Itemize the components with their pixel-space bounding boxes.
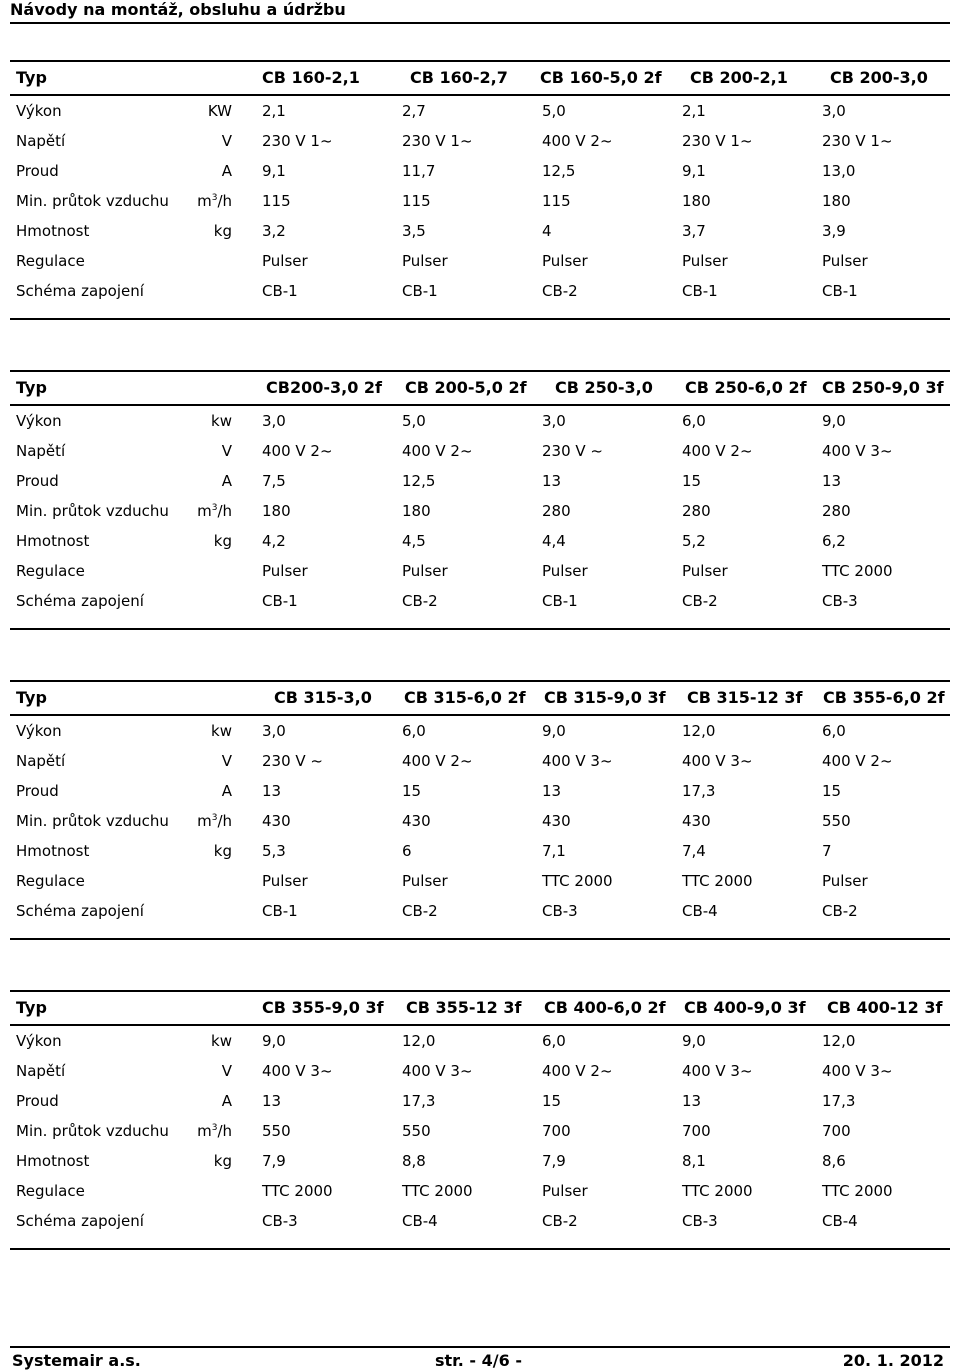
cell: 550 bbox=[402, 1122, 431, 1140]
row-unit: kw bbox=[211, 1032, 232, 1050]
table-row bbox=[10, 556, 950, 586]
spec-table bbox=[10, 60, 950, 320]
table-row bbox=[10, 276, 950, 306]
spec-table bbox=[10, 990, 950, 1250]
cell: 5,3 bbox=[262, 842, 286, 860]
row-unit: kg bbox=[213, 532, 232, 550]
cell: 5,0 bbox=[542, 102, 566, 120]
cell: 230 V ~ bbox=[262, 752, 323, 770]
row-label: Min. průtok vzduchu bbox=[16, 502, 169, 520]
type-name: CB 250-9,0 3f bbox=[822, 378, 944, 397]
cell: Pulser bbox=[822, 872, 868, 890]
cell: 230 V 1~ bbox=[682, 132, 753, 150]
cell: TTC 2000 bbox=[822, 1182, 893, 1200]
cell: 13 bbox=[262, 1092, 282, 1110]
cell: 3,2 bbox=[262, 222, 286, 240]
row-label: Schéma zapojení bbox=[16, 282, 144, 300]
cell: 7,4 bbox=[682, 842, 706, 860]
cell: 12,0 bbox=[682, 722, 716, 740]
footer-date: 20. 1. 2012 bbox=[842, 1351, 944, 1370]
type-name: CB200-3,0 2f bbox=[266, 378, 382, 397]
cell: 9,0 bbox=[262, 1032, 286, 1050]
table-row bbox=[10, 806, 950, 836]
cell: 15 bbox=[402, 782, 422, 800]
row-unit: kg bbox=[213, 222, 232, 240]
table-row bbox=[10, 1086, 950, 1116]
table-bottom-rule bbox=[10, 1248, 950, 1250]
cell: 180 bbox=[402, 502, 431, 520]
document-title: Návody na montáž, obsluhu a údržbu bbox=[10, 0, 346, 19]
row-label: Proud bbox=[16, 1092, 59, 1110]
cell: CB-4 bbox=[822, 1212, 858, 1230]
cell: 6,2 bbox=[822, 532, 846, 550]
table-bottom-rule bbox=[10, 318, 950, 320]
cell: CB-1 bbox=[262, 592, 298, 610]
spec-table bbox=[10, 370, 950, 630]
table-row bbox=[10, 586, 950, 616]
row-label: Napětí bbox=[16, 442, 66, 460]
table-row bbox=[10, 436, 950, 466]
type-label: Typ bbox=[16, 998, 47, 1017]
cell: 13 bbox=[682, 1092, 702, 1110]
cell: Pulser bbox=[542, 562, 588, 580]
type-header-row bbox=[10, 372, 950, 404]
cell: 230 V 1~ bbox=[262, 132, 333, 150]
cell: 400 V 2~ bbox=[542, 1062, 613, 1080]
cell: Pulser bbox=[262, 872, 308, 890]
type-name: CB 400-6,0 2f bbox=[544, 998, 666, 1017]
cell: Pulser bbox=[542, 1182, 588, 1200]
cell: 7,9 bbox=[262, 1152, 286, 1170]
type-header-row bbox=[10, 682, 950, 714]
row-unit: kw bbox=[211, 722, 232, 740]
row-unit: KW bbox=[207, 102, 232, 120]
table-row bbox=[10, 716, 950, 746]
cell: 430 bbox=[262, 812, 291, 830]
cell: CB-4 bbox=[682, 902, 718, 920]
row-unit: A bbox=[221, 1092, 232, 1110]
row-label: Hmotnost bbox=[16, 842, 90, 860]
cell: Pulser bbox=[402, 252, 448, 270]
type-name: CB 355-12 3f bbox=[406, 998, 522, 1017]
cell: 115 bbox=[262, 192, 291, 210]
row-label: Regulace bbox=[16, 872, 85, 890]
type-label: Typ bbox=[16, 688, 47, 707]
row-label: Schéma zapojení bbox=[16, 592, 144, 610]
type-name: CB 250-6,0 2f bbox=[685, 378, 807, 397]
cell: CB-3 bbox=[822, 592, 858, 610]
cell: 3,0 bbox=[822, 102, 846, 120]
table-row bbox=[10, 496, 950, 526]
cell: 430 bbox=[542, 812, 571, 830]
cell: 12,0 bbox=[822, 1032, 856, 1050]
cell: 7,5 bbox=[262, 472, 286, 490]
cell: 6,0 bbox=[402, 722, 426, 740]
cell: 7 bbox=[822, 842, 832, 860]
cell: CB-3 bbox=[542, 902, 578, 920]
cell: CB-2 bbox=[402, 902, 438, 920]
cell: 400 V 2~ bbox=[542, 132, 613, 150]
cell: 115 bbox=[402, 192, 431, 210]
cell: TTC 2000 bbox=[682, 1182, 753, 1200]
table-row bbox=[10, 1146, 950, 1176]
row-label: Proud bbox=[16, 472, 59, 490]
cell: 400 V 3~ bbox=[262, 1062, 333, 1080]
cell: 17,3 bbox=[402, 1092, 436, 1110]
cell: 13,0 bbox=[822, 162, 856, 180]
cell: 8,8 bbox=[402, 1152, 426, 1170]
type-name: CB 315-6,0 2f bbox=[404, 688, 526, 707]
row-label: Výkon bbox=[16, 722, 62, 740]
cell: 15 bbox=[542, 1092, 562, 1110]
cell: TTC 2000 bbox=[822, 562, 893, 580]
cell: TTC 2000 bbox=[542, 872, 613, 890]
table-row bbox=[10, 186, 950, 216]
cell: 430 bbox=[682, 812, 711, 830]
cell: 180 bbox=[682, 192, 711, 210]
cell: 230 V 1~ bbox=[822, 132, 893, 150]
cell: 230 V 1~ bbox=[402, 132, 473, 150]
type-name: CB 400-9,0 3f bbox=[684, 998, 806, 1017]
cell: 13 bbox=[262, 782, 282, 800]
row-label: Napětí bbox=[16, 752, 66, 770]
table-row bbox=[10, 1176, 950, 1206]
cell: TTC 2000 bbox=[682, 872, 753, 890]
cell: 9,0 bbox=[822, 412, 846, 430]
cell: CB-1 bbox=[682, 282, 718, 300]
row-label: Výkon bbox=[16, 412, 62, 430]
row-unit: kg bbox=[213, 1152, 232, 1170]
cell: 3,0 bbox=[262, 412, 286, 430]
row-unit: A bbox=[221, 472, 232, 490]
cell: CB-2 bbox=[402, 592, 438, 610]
cell: 400 V 3~ bbox=[682, 752, 753, 770]
table-row bbox=[10, 776, 950, 806]
type-name: CB 160-5,0 2f bbox=[540, 68, 662, 87]
cell: 3,5 bbox=[402, 222, 426, 240]
cell: Pulser bbox=[542, 252, 588, 270]
cell: TTC 2000 bbox=[262, 1182, 333, 1200]
row-unit: kg bbox=[213, 842, 232, 860]
row-unit: A bbox=[221, 162, 232, 180]
type-header-row bbox=[10, 992, 950, 1024]
row-label: Hmotnost bbox=[16, 1152, 90, 1170]
row-unit: V bbox=[221, 442, 232, 460]
cell: CB-1 bbox=[822, 282, 858, 300]
type-label: Typ bbox=[16, 68, 47, 87]
cell: CB-4 bbox=[402, 1212, 438, 1230]
cell: CB-1 bbox=[402, 282, 438, 300]
cell: 7,1 bbox=[542, 842, 566, 860]
table-bottom-rule bbox=[10, 938, 950, 940]
table-row bbox=[10, 1206, 950, 1236]
row-label: Schéma zapojení bbox=[16, 902, 144, 920]
table-row bbox=[10, 466, 950, 496]
cell: 11,7 bbox=[402, 162, 436, 180]
row-unit: kw bbox=[211, 412, 232, 430]
cell: 9,1 bbox=[262, 162, 286, 180]
row-label: Min. průtok vzduchu bbox=[16, 192, 169, 210]
spec-table bbox=[10, 680, 950, 940]
type-header-row bbox=[10, 62, 950, 94]
cell: 17,3 bbox=[822, 1092, 856, 1110]
footer-page-number: str. - 4/6 - bbox=[435, 1351, 522, 1370]
cell: Pulser bbox=[682, 562, 728, 580]
row-label: Min. průtok vzduchu bbox=[16, 1122, 169, 1140]
cell: 4,4 bbox=[542, 532, 566, 550]
cell: 3,9 bbox=[822, 222, 846, 240]
cell: CB-3 bbox=[262, 1212, 298, 1230]
table-row bbox=[10, 746, 950, 776]
cell: 550 bbox=[262, 1122, 291, 1140]
cell: 280 bbox=[822, 502, 851, 520]
cell: 12,0 bbox=[402, 1032, 436, 1050]
type-label: Typ bbox=[16, 378, 47, 397]
type-name: CB 355-9,0 3f bbox=[262, 998, 384, 1017]
type-name: CB 160-2,7 bbox=[410, 68, 508, 87]
table-row bbox=[10, 896, 950, 926]
cell: 230 V ~ bbox=[542, 442, 603, 460]
cell: Pulser bbox=[402, 872, 448, 890]
cell: 400 V 3~ bbox=[822, 442, 893, 460]
cell: 400 V 3~ bbox=[682, 1062, 753, 1080]
cell: 400 V 2~ bbox=[682, 442, 753, 460]
table-row bbox=[10, 836, 950, 866]
row-label: Výkon bbox=[16, 1032, 62, 1050]
table-row bbox=[10, 216, 950, 246]
page-header bbox=[10, 0, 950, 24]
type-name: CB 250-3,0 bbox=[555, 378, 653, 397]
footer-company: Systemair a.s. bbox=[12, 1351, 141, 1370]
cell: 400 V 3~ bbox=[402, 1062, 473, 1080]
cell: CB-2 bbox=[542, 1212, 578, 1230]
type-name: CB 315-12 3f bbox=[687, 688, 803, 707]
row-unit: V bbox=[221, 132, 232, 150]
page-footer bbox=[10, 1346, 950, 1370]
cell: 2,7 bbox=[402, 102, 426, 120]
table-row bbox=[10, 96, 950, 126]
cell: CB-1 bbox=[542, 592, 578, 610]
cell: 400 V 2~ bbox=[402, 752, 473, 770]
cell: CB-1 bbox=[262, 902, 298, 920]
cell: 8,1 bbox=[682, 1152, 706, 1170]
cell: 13 bbox=[542, 472, 562, 490]
row-label: Proud bbox=[16, 162, 59, 180]
cell: 6,0 bbox=[822, 722, 846, 740]
cell: 6,0 bbox=[542, 1032, 566, 1050]
cell: 4 bbox=[542, 222, 552, 240]
table-row bbox=[10, 246, 950, 276]
cell: 400 V 3~ bbox=[822, 1062, 893, 1080]
cell: CB-2 bbox=[542, 282, 578, 300]
cell: Pulser bbox=[402, 562, 448, 580]
cell: TTC 2000 bbox=[402, 1182, 473, 1200]
table-row bbox=[10, 1056, 950, 1086]
cell: Pulser bbox=[262, 252, 308, 270]
cell: 2,1 bbox=[262, 102, 286, 120]
table-row bbox=[10, 1026, 950, 1056]
cell: CB-1 bbox=[262, 282, 298, 300]
cell: 8,6 bbox=[822, 1152, 846, 1170]
cell: 12,5 bbox=[542, 162, 576, 180]
type-name: CB 200-2,1 bbox=[690, 68, 788, 87]
cell: 180 bbox=[822, 192, 851, 210]
row-label: Hmotnost bbox=[16, 222, 90, 240]
cell: 700 bbox=[682, 1122, 711, 1140]
cell: 400 V 2~ bbox=[402, 442, 473, 460]
table-row bbox=[10, 526, 950, 556]
cell: 280 bbox=[542, 502, 571, 520]
row-label: Výkon bbox=[16, 102, 62, 120]
cell: Pulser bbox=[822, 252, 868, 270]
cell: 5,0 bbox=[402, 412, 426, 430]
cell: CB-2 bbox=[822, 902, 858, 920]
type-name: CB 160-2,1 bbox=[262, 68, 360, 87]
cell: 4,2 bbox=[262, 532, 286, 550]
cell: 17,3 bbox=[682, 782, 716, 800]
cell: CB-2 bbox=[682, 592, 718, 610]
cell: Pulser bbox=[682, 252, 728, 270]
row-label: Min. průtok vzduchu bbox=[16, 812, 169, 830]
cell: Pulser bbox=[262, 562, 308, 580]
row-label: Proud bbox=[16, 782, 59, 800]
cell: 400 V 2~ bbox=[822, 752, 893, 770]
cell: 700 bbox=[822, 1122, 851, 1140]
cell: 15 bbox=[682, 472, 702, 490]
row-label: Napětí bbox=[16, 132, 66, 150]
cell: 6,0 bbox=[682, 412, 706, 430]
cell: 3,0 bbox=[262, 722, 286, 740]
cell: 430 bbox=[402, 812, 431, 830]
type-name: CB 200-5,0 2f bbox=[405, 378, 527, 397]
cell: 7,9 bbox=[542, 1152, 566, 1170]
type-name: CB 315-3,0 bbox=[274, 688, 372, 707]
cell: CB-3 bbox=[682, 1212, 718, 1230]
row-unit: A bbox=[221, 782, 232, 800]
cell: 13 bbox=[822, 472, 842, 490]
row-unit: $m^3/h$ bbox=[197, 502, 232, 520]
cell: 13 bbox=[542, 782, 562, 800]
row-label: Hmotnost bbox=[16, 532, 90, 550]
row-unit: $m^3/h$ bbox=[197, 192, 232, 210]
cell: 280 bbox=[682, 502, 711, 520]
type-name: CB 315-9,0 3f bbox=[544, 688, 666, 707]
cell: 9,0 bbox=[682, 1032, 706, 1050]
row-label: Regulace bbox=[16, 252, 85, 270]
table-row bbox=[10, 126, 950, 156]
row-unit: V bbox=[221, 752, 232, 770]
type-name: CB 400-12 3f bbox=[827, 998, 943, 1017]
cell: 700 bbox=[542, 1122, 571, 1140]
row-unit: $m^3/h$ bbox=[197, 812, 232, 830]
cell: 15 bbox=[822, 782, 842, 800]
row-unit: V bbox=[221, 1062, 232, 1080]
table-row bbox=[10, 406, 950, 436]
cell: 9,1 bbox=[682, 162, 706, 180]
type-name: CB 200-3,0 bbox=[830, 68, 928, 87]
cell: 180 bbox=[262, 502, 291, 520]
cell: 3,0 bbox=[542, 412, 566, 430]
cell: 115 bbox=[542, 192, 571, 210]
cell: 4,5 bbox=[402, 532, 426, 550]
cell: 9,0 bbox=[542, 722, 566, 740]
table-row bbox=[10, 866, 950, 896]
table-bottom-rule bbox=[10, 628, 950, 630]
table-row bbox=[10, 1116, 950, 1146]
row-unit: $m^3/h$ bbox=[197, 1122, 232, 1140]
cell: 12,5 bbox=[402, 472, 436, 490]
cell: 550 bbox=[822, 812, 851, 830]
cell: 3,7 bbox=[682, 222, 706, 240]
cell: 6 bbox=[402, 842, 412, 860]
cell: 400 V 3~ bbox=[542, 752, 613, 770]
row-label: Regulace bbox=[16, 1182, 85, 1200]
cell: 400 V 2~ bbox=[262, 442, 333, 460]
row-label: Schéma zapojení bbox=[16, 1212, 144, 1230]
type-name: CB 355-6,0 2f bbox=[823, 688, 945, 707]
cell: 5,2 bbox=[682, 532, 706, 550]
row-label: Napětí bbox=[16, 1062, 66, 1080]
table-row bbox=[10, 156, 950, 186]
row-label: Regulace bbox=[16, 562, 85, 580]
cell: 2,1 bbox=[682, 102, 706, 120]
